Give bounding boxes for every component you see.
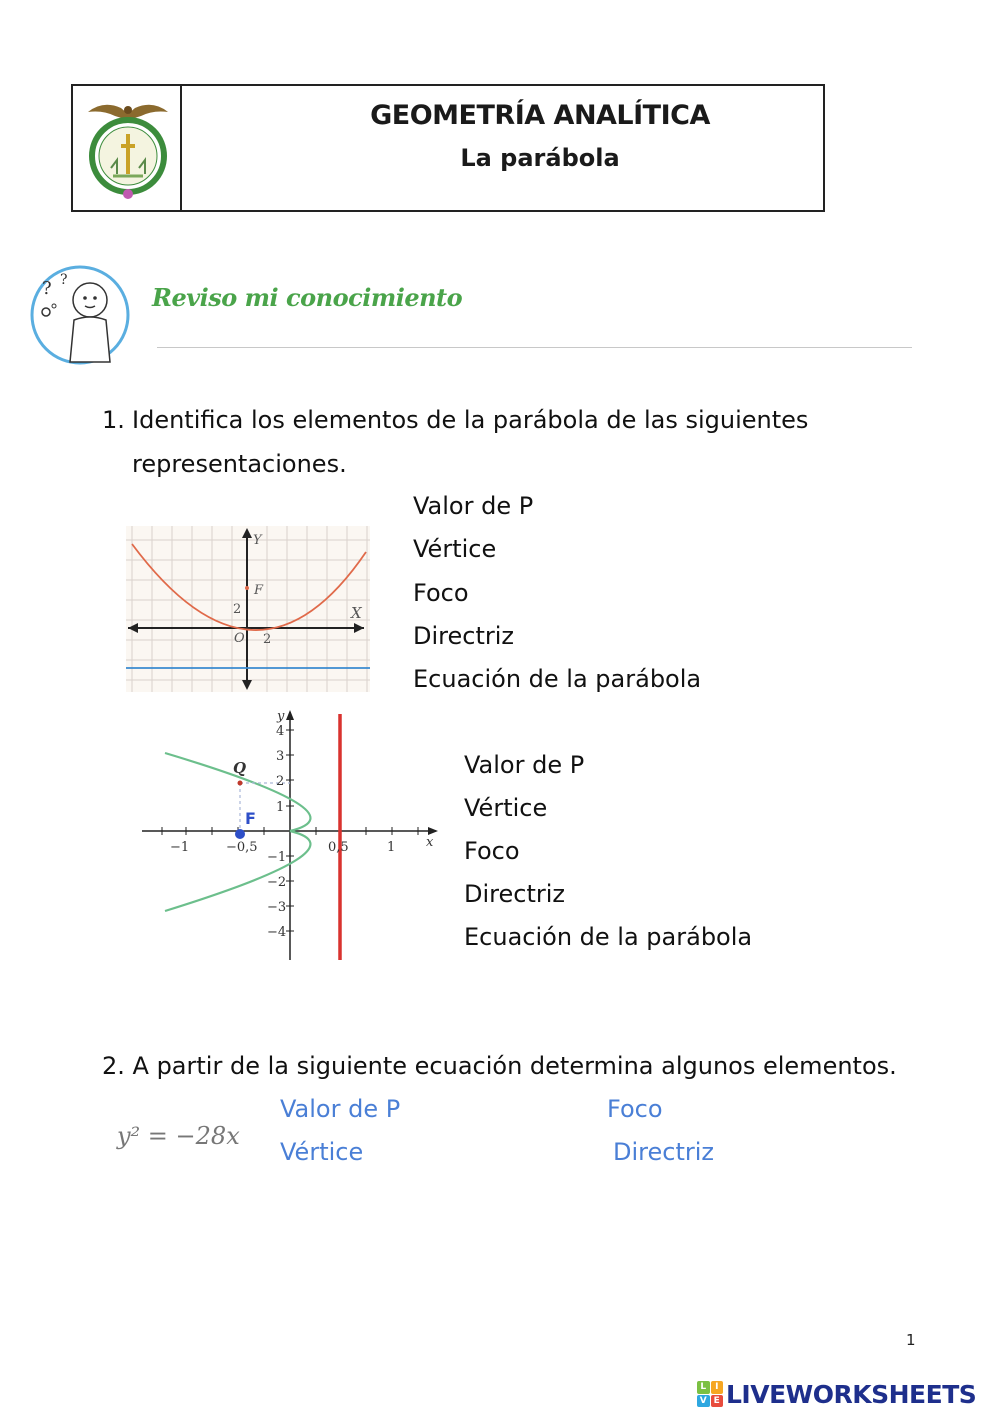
section-title: Reviso mi conocimiento xyxy=(152,283,463,312)
parabola-graph-a xyxy=(126,526,370,692)
q1b-label-focus[interactable]: Foco xyxy=(464,837,520,865)
q2-label-p[interactable]: Valor de P xyxy=(280,1095,401,1123)
question-1-line-1: Identifica los elementos de la parábola de las siguientes xyxy=(132,406,809,434)
graph-b-point-q xyxy=(238,781,243,786)
graph-a-tick-x: 2 xyxy=(263,632,272,647)
q1a-label-p[interactable]: Valor de P xyxy=(413,492,534,520)
graph-b-focus-label: F xyxy=(245,809,256,828)
q1b-label-directrix[interactable]: Directriz xyxy=(464,880,565,908)
graph-b-y-tick-neg4: −4 xyxy=(267,925,287,940)
graph-a-tick-y: 2 xyxy=(233,602,242,617)
graph-b-y-tick-2: 2 xyxy=(276,774,285,789)
q2-label-vertex[interactable]: Vértice xyxy=(280,1138,364,1166)
graph-b-y-tick-1: 1 xyxy=(276,800,285,815)
brand-squares-icon xyxy=(697,1381,723,1407)
page-title: GEOMETRÍA ANALÍTICA xyxy=(370,100,710,131)
graph-b-x-tick-neg1: −1 xyxy=(170,840,190,855)
brand-square-l: L xyxy=(697,1381,710,1394)
graph-b-y-tick-3: 3 xyxy=(276,749,285,764)
graph-b-y-tick-neg3: −3 xyxy=(267,900,287,915)
q1a-label-directrix[interactable]: Directriz xyxy=(413,622,514,650)
brand-square-i: I xyxy=(711,1381,724,1394)
graph-b-x-tick-05: 0,5 xyxy=(328,840,349,855)
q1b-label-equation[interactable]: Ecuación de la parábola xyxy=(464,923,753,951)
section-divider xyxy=(157,347,912,348)
q1a-label-vertex[interactable]: Vértice xyxy=(413,535,497,563)
graph-a-x-label: X xyxy=(351,604,362,622)
svg-text:?: ? xyxy=(60,272,68,288)
header-box xyxy=(71,84,825,212)
graph-a-y-label: Y xyxy=(253,533,262,548)
graph-b-x-arrow-icon xyxy=(428,827,438,835)
parabola-graph-b xyxy=(140,708,440,964)
thinking-person-icon xyxy=(30,262,134,370)
graph-a-origin-label: O xyxy=(234,631,245,646)
graph-b-q-label: Q xyxy=(233,759,247,777)
graph-b-y-tick-4: 4 xyxy=(276,724,285,739)
graph-b-y-arrow-icon xyxy=(286,710,294,720)
graph-a-focus-point xyxy=(245,586,249,590)
question-2-text: 2. A partir de la siguiente ecuación determina algunos elementos. xyxy=(102,1052,897,1080)
brand-square-v: V xyxy=(697,1395,710,1408)
q1a-label-equation[interactable]: Ecuación de la parábola xyxy=(413,665,702,693)
brand-logo[interactable] xyxy=(697,1378,976,1410)
graph-b-y-tick-neg1: −1 xyxy=(267,850,287,865)
page-number: 1 xyxy=(906,1331,916,1349)
q1a-label-focus[interactable]: Foco xyxy=(413,579,469,607)
header-divider xyxy=(180,86,182,210)
graph-b-y-tick-neg2: −2 xyxy=(267,875,287,890)
graph-b-x-tick-neg05: −0,5 xyxy=(226,840,258,855)
question-1-line-2: representaciones. xyxy=(132,450,347,478)
school-crest-logo-icon xyxy=(83,94,173,204)
svg-text:?: ? xyxy=(42,278,52,299)
graph-a-focus-label: F xyxy=(254,583,264,598)
page-subtitle: La parábola xyxy=(460,144,620,172)
question-1-number: 1. xyxy=(102,406,125,434)
question-2-equation: y² = −28x xyxy=(117,1122,240,1150)
graph-b-focus-point xyxy=(235,829,245,839)
q2-label-directrix[interactable]: Directriz xyxy=(613,1138,714,1166)
graph-b-x-tick-1: 1 xyxy=(387,840,396,855)
q2-label-focus[interactable]: Foco xyxy=(607,1095,663,1123)
q1b-label-p[interactable]: Valor de P xyxy=(464,751,585,779)
brand-square-e: E xyxy=(711,1395,724,1408)
graph-b-x-label: x xyxy=(426,835,434,850)
brand-name: LIVEWORKSHEETS xyxy=(726,1379,977,1409)
q1b-label-vertex[interactable]: Vértice xyxy=(464,794,548,822)
graph-b-y-label: y xyxy=(277,709,285,724)
